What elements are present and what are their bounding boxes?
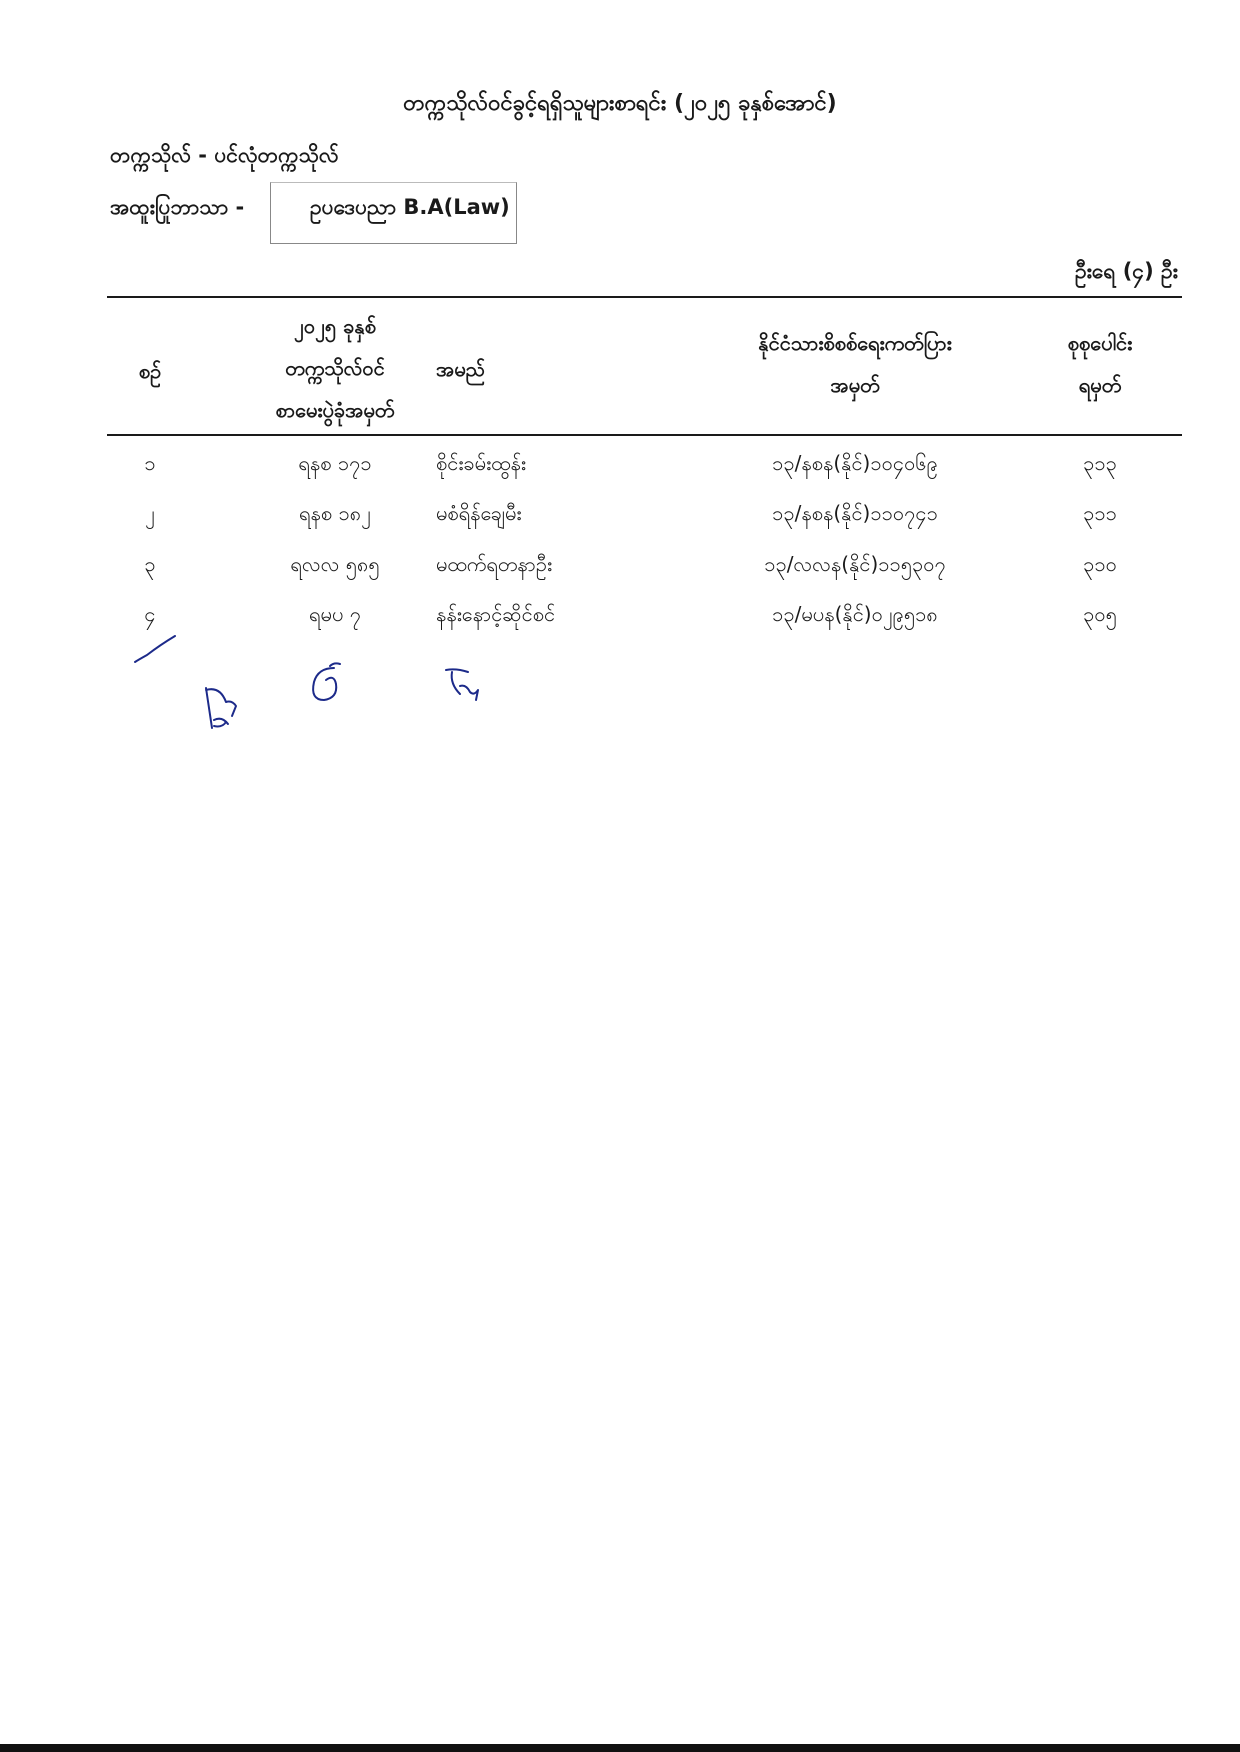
row-4-exam: ရမပ ၇ <box>309 602 361 626</box>
row-1-marks: ၃၁၃ <box>1083 451 1117 475</box>
row-4-name: နန်းနောင့်ဆိုင်စင် <box>436 602 556 626</box>
header-nrc-line1: နိုင်ငံသားစိစစ်ရေးကတ်ပြား <box>758 331 952 355</box>
header-no: စဉ် <box>138 359 162 383</box>
total-count: ဦးရေ (၄) ဦး <box>1074 259 1178 283</box>
initial-signature-2 <box>313 663 340 700</box>
header-exam-line2: တက္ကသိုလ်ဝင် <box>285 356 385 380</box>
header-marks-line1: စုစုပေါင်း <box>1067 331 1133 355</box>
row-1-no: ၁ <box>144 451 156 475</box>
handwritten-initials <box>0 0 1240 760</box>
university-line: တက္ကသိုလ် - ပင်လုံတက္ကသိုလ် <box>110 143 339 167</box>
row-3-nrc: ၁၃/လလန(နိုင်)၁၁၅၃၀၇ <box>764 552 946 576</box>
header-nrc-line2: အမှတ် <box>830 373 880 397</box>
header-name: အမည် <box>436 357 486 381</box>
major-value: ဥပဒေပညာ B.A(Law) <box>310 195 510 219</box>
row-2-nrc: ၁၃/နစန(နိုင်)၁၁၀၇၄၁ <box>772 501 938 525</box>
row-1-nrc: ၁၃/နစန(နိုင်)၁၀၄၀၆၉ <box>772 451 938 475</box>
document-title: တက္ကသိုလ်ဝင်ခွင့်ရရှိသူများစာရင်း (၂၀၂၅ ခုနှစ်အောင်) <box>403 91 837 116</box>
initial-signature-1 <box>206 688 236 728</box>
row-4-no: ၄ <box>144 602 156 626</box>
initial-stroke-slash <box>135 636 175 662</box>
initial-signature-3 <box>446 669 478 700</box>
row-4-marks: ၃၀၅ <box>1083 602 1117 626</box>
row-2-no: ၂ <box>145 501 155 525</box>
row-2-marks: ၃၁၁ <box>1083 501 1117 525</box>
row-2-name: မစံရိန်ချေမီး <box>436 501 522 525</box>
header-exam-line1: ၂၀၂၅ ခုနှစ် <box>294 314 376 338</box>
header-exam-line3: စာမေးပွဲခုံအမှတ် <box>275 398 395 422</box>
row-1-name: စိုင်းခမ်းထွန်း <box>436 451 526 475</box>
major-label: အထူးပြုဘာသာ - <box>110 195 245 219</box>
row-3-exam: ရလလ ၅၈၅ <box>290 552 380 576</box>
row-3-no: ၃ <box>144 552 156 576</box>
row-1-exam: ရနစ ၁၇၁ <box>298 451 372 475</box>
scan-bottom-edge <box>0 1744 1240 1752</box>
row-3-name: မထက်ရတနာဦး <box>436 552 553 576</box>
row-3-marks: ၃၁၀ <box>1083 552 1117 576</box>
row-4-nrc: ၁၃/မပန(နိုင်)၀၂၉၅၁၈ <box>772 602 938 626</box>
row-2-exam: ရနစ ၁၈၂ <box>299 501 371 525</box>
header-marks-line2: ရမှတ် <box>1078 373 1122 397</box>
